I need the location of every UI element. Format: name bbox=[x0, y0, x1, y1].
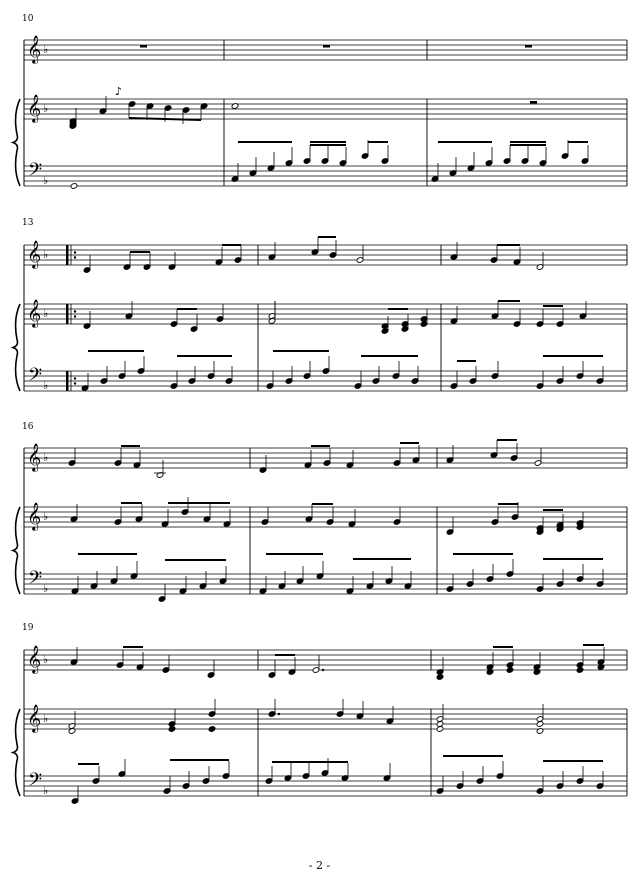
flat-sign-icon: ♭ bbox=[43, 43, 49, 56]
repeat-dot bbox=[74, 251, 76, 253]
note-head bbox=[168, 726, 176, 733]
note-head bbox=[436, 674, 444, 681]
repeat-dot bbox=[74, 382, 76, 384]
flat-sign-icon: ♭ bbox=[43, 379, 49, 392]
flat-sign-icon: ♭ bbox=[43, 712, 49, 725]
bass-clef-icon: 𝄢 bbox=[28, 568, 43, 593]
grace-note-icon: ♪ bbox=[115, 85, 123, 98]
whole-rest-icon bbox=[530, 101, 537, 104]
piano-brace-icon bbox=[13, 709, 20, 796]
measure-number-13: 13 bbox=[22, 218, 34, 228]
treble-clef-icon: 𝄞 bbox=[27, 94, 42, 122]
flat-sign-icon: ♭ bbox=[43, 582, 49, 595]
dot bbox=[322, 669, 324, 671]
treble-clef-icon: 𝄞 bbox=[27, 240, 42, 268]
whole-rest-icon bbox=[323, 45, 330, 48]
flat-sign-icon: ♭ bbox=[43, 784, 49, 797]
flat-sign-icon: ♭ bbox=[43, 307, 49, 320]
page-number: - 2 - bbox=[308, 859, 331, 872]
half-note-head bbox=[70, 183, 78, 190]
treble-clef-icon: 𝄞 bbox=[27, 502, 42, 530]
piano-brace-icon bbox=[13, 507, 20, 594]
repeat-dot bbox=[74, 310, 76, 312]
dot bbox=[278, 713, 280, 715]
note-head bbox=[506, 667, 514, 674]
flat-sign-icon: ♭ bbox=[43, 102, 49, 115]
flat-sign-icon: ♭ bbox=[43, 451, 49, 464]
treble-clef-icon: 𝄞 bbox=[27, 645, 42, 673]
treble-clef-icon: 𝄞 bbox=[27, 299, 42, 327]
measure-number-16: 16 bbox=[22, 422, 34, 432]
piano-brace-icon bbox=[13, 99, 20, 186]
treble-clef-icon: 𝄞 bbox=[27, 35, 42, 63]
whole-rest-icon bbox=[140, 45, 147, 48]
half-note-head bbox=[436, 726, 444, 733]
flat-sign-icon: ♭ bbox=[43, 248, 49, 261]
flat-sign-icon: ♭ bbox=[43, 174, 49, 187]
flat-sign-icon: ♭ bbox=[43, 653, 49, 666]
measure-number-19: 19 bbox=[22, 623, 34, 633]
repeat-thick-bar bbox=[66, 304, 69, 324]
note-head bbox=[208, 726, 216, 733]
repeat-dot bbox=[74, 315, 76, 317]
beam bbox=[129, 118, 201, 120]
treble-clef-icon: 𝄞 bbox=[27, 443, 42, 471]
half-note-head bbox=[536, 721, 544, 728]
note-head bbox=[576, 667, 584, 674]
piano-brace-icon bbox=[13, 304, 20, 391]
repeat-dot bbox=[74, 256, 76, 258]
measure-number-10: 10 bbox=[22, 14, 34, 24]
bass-clef-icon: 𝄢 bbox=[28, 365, 43, 390]
whole-rest-icon bbox=[525, 45, 532, 48]
bass-clef-icon: 𝄢 bbox=[28, 770, 43, 795]
repeat-thick-bar bbox=[66, 371, 69, 391]
bass-clef-icon: 𝄢 bbox=[28, 160, 43, 185]
repeat-dot bbox=[74, 377, 76, 379]
treble-clef-icon: 𝄞 bbox=[27, 704, 42, 732]
repeat-thick-bar bbox=[66, 245, 69, 265]
flat-sign-icon: ♭ bbox=[43, 510, 49, 523]
